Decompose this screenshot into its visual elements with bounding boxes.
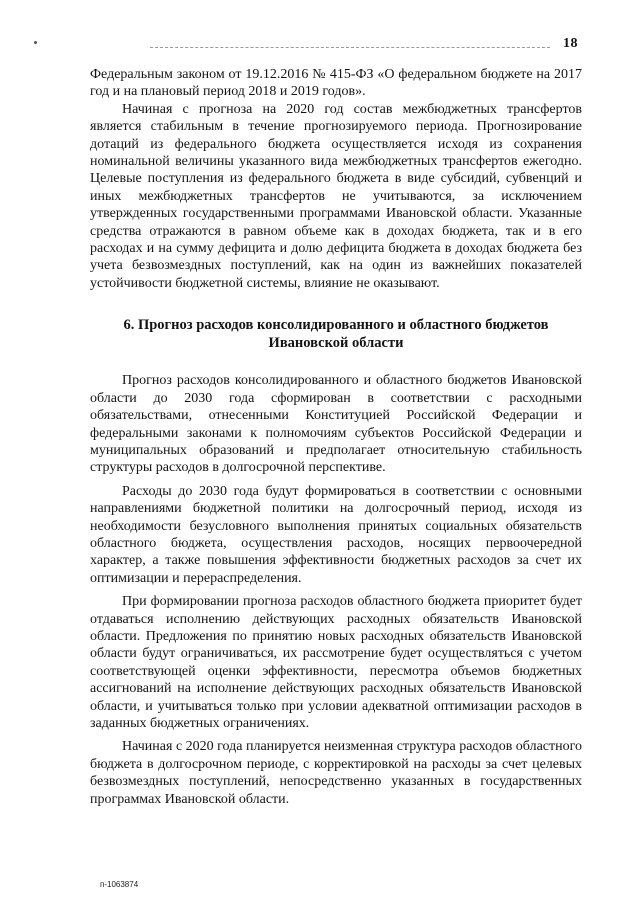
section-heading-line1: 6. Прогноз расходов консолидированного и областного бюджетов bbox=[123, 317, 549, 334]
paragraph-expenses-2030: Расходы до 2030 года будут формироваться в соответствии с основными направлениями бюджетной политики на долгосрочный период, исходя из необходимости безусловного выполнения принятых социальных обязательств областного бюджета, осуществления расходов, носящих первоочередной характер, а также повышения эффективности бюджетных расходов за счет их оптимизации и перераспределения. bbox=[90, 483, 582, 586]
header-rule bbox=[150, 47, 550, 48]
paragraph-transfers: Начиная с прогноза на 2020 год состав межбюджетных трансфертов является стабильным в течение прогнозируемого периода. Прогнозирование дотаций из федерального бюджета осуществляется исходя из сохранения номинальной величины указанного вида межбюджетных трансфертов ежегодно. Целевые поступления из федерального бюджета в виде субсидий, субвенций и иных межбюджетных трансфертов не учитываются, за исключением утвержденных государственными программами Ивановской области. Указанные средства отражаются в равном объеме как в доходах бюджета, так и в его расходах и на сумму дефицита и долю дефицита бюджета в доходах бюджета без учета безвозмездных поступлений, как на один из важнейших показателей устойчивости бюджетной системы, влияние не оказывают. bbox=[90, 101, 582, 291]
document-body bbox=[90, 66, 582, 808]
section-heading bbox=[90, 316, 582, 352]
page-number: 18 bbox=[563, 36, 578, 51]
paragraph-intro-continuation: Федеральным законом от 19.12.2016 № 415-ФЗ «О федеральном бюджете на 2017 год и на плановый период 2018 и 2019 годов». bbox=[90, 67, 582, 100]
document-id: п-1063874 bbox=[100, 880, 139, 889]
paragraph-from-2020: Начиная с 2020 года планируется неизменная структура расходов областного бюджета в долгосрочном периоде, с корректировкой на расходы за счет целевых безвозмездных поступлений, непосредственно указанных в государственных программах Ивановской области. bbox=[90, 739, 583, 807]
paragraph-expenses-forecast: Прогноз расходов консолидированного и областного бюджетов Ивановской области до 2030 года сформирован в соответствии с расходными обязательствами, отнесенными Конституцией Российской Федерации и федеральными законами к полномочиям субъектов Российской Федерации и муниципальных образований и предполагает относительную стабильность структуры расходов в долгосрочной перспективе. bbox=[90, 373, 582, 476]
section-heading-line2: Ивановской области bbox=[268, 335, 404, 352]
paragraph-priority: При формировании прогноза расходов областного бюджета приоритет будет отдаваться исполнению действующих расходных обязательств Ивановской области. Предложения по принятию новых расходных обязательств Ивановской области будут ограничиваться, их рассмотрение будет осуществляться с учетом соответствующей оценки эффективности, пересмотра объемов бюджетных ассигнований на исполнение действующих расходных обязательств Ивановской области, и учитываться только при условии адекватной оптимизации расходов в заданных бюджетных ограничениях. bbox=[90, 594, 582, 731]
scan-speck bbox=[34, 41, 37, 44]
